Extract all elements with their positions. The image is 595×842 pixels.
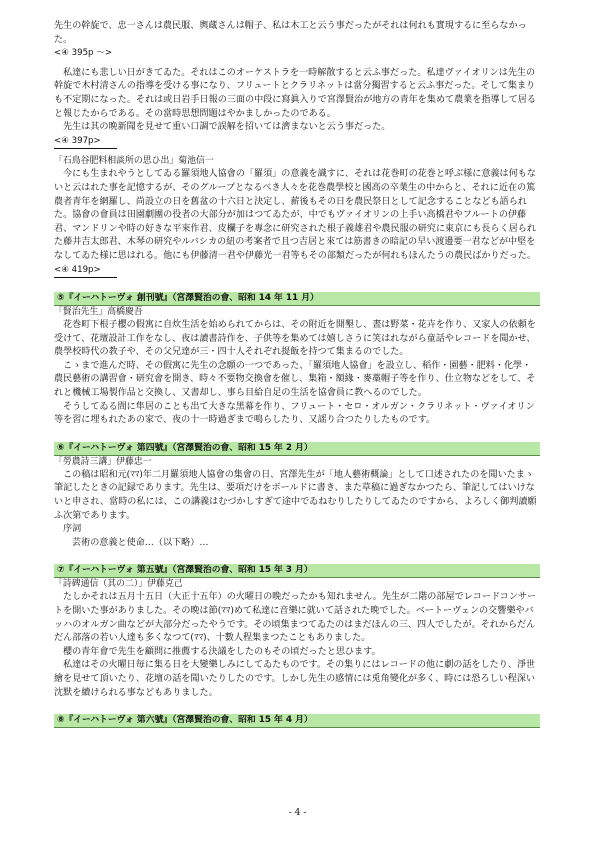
- article-title: 「石鳥谷肥料相談所の思ひ出」菊池信一: [54, 156, 214, 167]
- document-body: [54, 20, 540, 728]
- section-heading: ⑦『イーハトーヴォ 第五號』（宮澤賢治の會、昭和 15 年 3 月）: [54, 564, 540, 578]
- page-reference: <④ 395p ～>: [54, 48, 113, 59]
- paragraph: 櫻の青年會で先生を顧問に推薦する決議をしたのもその頃だったと思ひます。: [63, 646, 381, 657]
- paragraph: この稿は昭和元(ﾏﾏ)年二月羅須地人協會の集會の日、宮澤先生が「地人藝術概論」として口述されたのを聞いたまゝ筆記したときの記録であります。先生は、要項だけをボールドに書き、また草稿に過ぎなかつたら、筆記してはいけないと申され、當時の私には、この講義はむづかしすぎて途中でゐねむりしたりしてゐたのですから、よろしく御判讀願ふ次第であります。: [54, 469, 537, 521]
- paragraph: 先生は其の晩新聞を見せて重い口調で誤解を招いては濟まないと云う事だった。: [63, 122, 391, 133]
- article-title: 「詩碑通信（其の二）」伊藤克己: [54, 579, 183, 590]
- page-reference: [54, 135, 540, 150]
- paragraph: 先生の幹旋で、忠一さんは農民服、輿蔵さんは帽子、私は木工と云う事だったがそれは何れも實現するに至らなかった。: [54, 21, 527, 45]
- paragraph: そうしてゐる間に隼居のことも出て大きな黑幕を作り、フリュート・セロ・オルガン・クラリネット・ヴァイオリン等を習に埋もれたあの家で、夜の十一時過ぎまで鳴らしたり、又謡り合つたりしたものです。: [54, 401, 535, 426]
- paragraph: たしかそれは五月十五日（大正十五年）の火曜日の晩だったかも知れません。先生が二階の部屋でレコードコンサートを開いた事がありました。その晩は節(ﾏﾏ)めて私達に音樂に就いて話された晩でした。ベートーヴェンの交響樂やバッハのオルガン曲などが大部分だったやうです。その頃集まつてゐたのはまだほんの三、四人でしたが。それからだんだん部落の若い人達も多くなつて(ﾏﾏ)、十數人程集まつたこともありました。: [54, 592, 537, 644]
- paragraph: こゝまで進んだ時、その假寓に先生の念願の一つであった、「羅須地人協會」を設立し、稻作・園藝・肥料・化學・農民藝術の講習會・研究會を開き、時々不要物交換會を催し、集箱・額緣・麥藁帽子等を作り、仕立物などをして、それと機械工場製作品と交換し、又書却し、事ら目給自足の生活を協會員に教へるのでした。: [54, 360, 536, 399]
- paragraph: 芸術の意義と使命…（以下略）…: [72, 537, 209, 548]
- page-reference-text: <④ 419p>: [54, 264, 117, 279]
- section-heading: ⑧『イーハトーヴォ 第六號』（宮澤賢治の會、昭和 15 年 4 月）: [54, 714, 540, 728]
- page-reference: [54, 264, 540, 279]
- paragraph: 花巻町下根子櫻の假寓に自炊生活を始められてからは、その附近を開墾し、晝は野菜・花卉を作り、又家人の依頼を受けて、花壇設計工作をなし、夜は讀書詩作を、子供等を集めては嬉しさうに笑はれながら童話やレコードを聞かせ、農學校時代の教子や、その父兄達が三・四十人それぞれ提飯を持つて集まるのでした。: [54, 320, 536, 358]
- paragraph: 私達にも悲しい日がきてゐた。それはこのオーケストラを一時解散すると云ふ事だった。私達ヴァイオリンは先生の幹旋で木村清さんの指導を受ける事になり、フリュートとクラリネットは當分獨習すると云ふ事だった。そして集まりも不定期になった。それは或日岩手日報の三面の中段に寫眞入りで宮澤賢治が地方の青年を集めて農業を指導して居ると報じたからである。その當時思想問題はやかましかったのである。: [54, 67, 536, 119]
- paragraph: 序詞: [63, 524, 82, 535]
- article-title: 「賢治先生」高橋慶吾: [54, 307, 143, 318]
- article-title: 「勞農詩三講」伊藤忠一: [54, 456, 152, 467]
- section-heading: ⑤『イーハトーヴォ 創刊號』（宮澤賢治の會、昭和 14 年 11 月）: [54, 292, 540, 306]
- paragraph: 私達はその火曜日毎に集る日を大變樂しみにしてゐたものです。その集りにはレコードの他に劇の話をしたり、淨世繪を見せて頂いたり、花壇の話を聞いたりしたのです。しかし先生の感情には兎角變化が多く、時には恐ろしい程深い沈默を續けられる事などもありました。: [54, 660, 536, 698]
- page-number: - 4 -: [288, 808, 307, 818]
- section-heading: ⑥『イーハトーヴォ 第四號』（宮澤賢治の會、昭和 15 年 2 月）: [54, 442, 540, 456]
- page-reference-text: <④ 397p>: [54, 135, 117, 150]
- paragraph: 今にも生まれやうとしてゐる羅須地人協會の「羅須」の意義を識すに、それは花巻町の花巻と呼ぶ様に意義は何もないと云はれた事を記憶するが、そのグループとなるべき人々を花巻農學校と國高の卒業生の中からと、それに近在の篤農者青年を網羅し、尚設立の日を舊盆の十六日と決定し、薪後もその日を農民祭日として記念することなども語られた。協會の會員は田園劇團の役者の大部分が加はつてゐたが、中でもヴァイオリンの上手い高橋君やフルートの伊藤君、マンドリンや時の好きな平來作君、皮欄子を專念に研究された根子義雄君や農民服の研究に東京にも長らく居られた藤井吉太郎君、木琴の研究やルバシカの紐の考案者で且つ吉居と來ては筋書きの暗記の早い渡邊要一君などが中堅をなしてゐた様に思はれる。他にも伊藤清一君や伊藤光一君等もその部類だったが何れもほんたうの農民ばかりだった。: [54, 169, 536, 261]
